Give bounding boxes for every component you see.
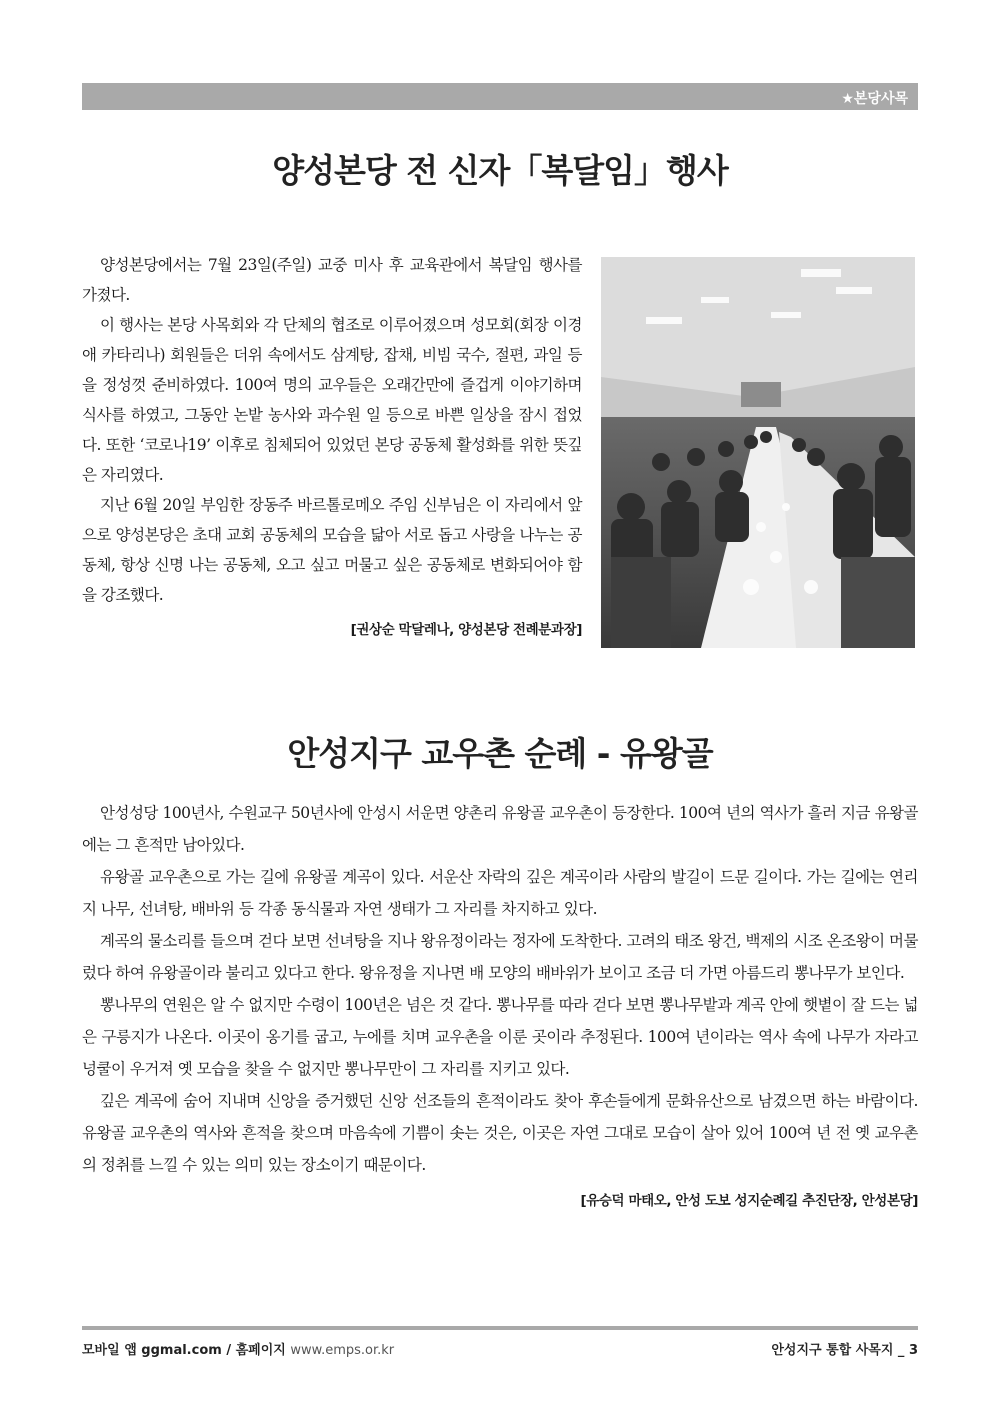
article1-paragraph: 이 행사는 본당 사목회와 각 단체의 협조로 이루어졌으며 성모회(회장 이경애 카타리나) 회원들은 더위 속에서도 삼계탕, 잡채, 비빔 국수, 절편, 과일 등을 정성껏 준비하였다. 100여 명의 교우들은 오래간만에 즐겁게 이야기하며 식사를 하였고, 그동안 논밭 농사와 과수원 일 등으로 바쁜 일상을 잠시 접었다. 또한 ‘코로나19’ 이후로 침체되어 있었던 본당 공동체 활성화를 위한 뜻깊은 자리였다. (82, 316, 582, 484)
article2-title: 안성지구 교우촌 순례 - 유왕골 (287, 734, 713, 773)
footer-links (82, 1339, 394, 1358)
homepage-link[interactable]: www.emps.or.kr (290, 1343, 395, 1358)
footer-divider (82, 1326, 918, 1330)
section-tag: ★본당사목 (841, 91, 908, 107)
article1-paragraph: 지난 6월 20일 부임한 장동주 바르톨로메오 주임 신부님은 이 자리에서 앞으로 양성본당은 초대 교회 공동체의 모습을 닮아 서로 돕고 사랑을 나누는 공동체, 항상 신명 나는 공동체, 오고 싶고 머물고 싶은 공동체로 변화되어야 함을 강조했다. (82, 496, 582, 604)
event-photo (601, 257, 915, 648)
article2-paragraph: 안성성당 100년사, 수원교구 50년사에 안성시 서운면 양촌리 유왕골 교우촌이 등장한다. 100여 년의 역사가 흘러 지금 유왕골에는 그 흔적만 남아있다. (82, 804, 918, 854)
article2-credit: [유승덕 마태오, 안성 도보 성지순례길 추진단장, 안성본당] (580, 1193, 918, 1209)
section-header-bar (82, 83, 918, 110)
article2-paragraph: 깊은 계곡에 숨어 지내며 신앙을 증거했던 신앙 선조들의 흔적이라도 찾아 후손들에게 문화유산으로 남겼으면 하는 바람이다. 유왕골 교우촌의 역사와 흔적을 찾으며 마음속에 기쁨이 솟는 것은, 이곳은 자연 그대로 모습이 살아 있어 100여 년 전 옛 교우촌의 정취를 느낄 수 있는 의미 있는 장소이기 때문이다. (82, 1092, 918, 1174)
article1-title: 양성본당 전 신자「복달임」행사 (272, 151, 728, 190)
article1-paragraph: 양성본당에서는 7월 23일(주일) 교중 미사 후 교육관에서 복달임 행사를 가졌다. (82, 256, 582, 304)
article1-body (82, 250, 582, 638)
footer-app-label: 모바일 앱 ggmal.com / 홈페이지 (82, 1343, 286, 1358)
article2-body (82, 797, 918, 1209)
page-number: 안성지구 통합 사목지 _ 3 (771, 1343, 918, 1358)
article2-paragraph: 계곡의 물소리를 들으며 걷다 보면 선녀탕을 지나 왕유정이라는 정자에 도착한다. 고려의 태조 왕건, 백제의 시조 온조왕이 머물렀다 하여 유왕골이라 불리고 있다고 한다. 왕유정을 지나면 배 모양의 배바위가 보이고 조금 더 가면 아름드리 뽕나무가 보인다. (82, 932, 918, 982)
article2-paragraph: 유왕골 교우촌으로 가는 길에 유왕골 계곡이 있다. 서운산 자락의 깊은 계곡이라 사람의 발길이 드문 길이다. 가는 길에는 연리지 나무, 선녀탕, 배바위 등 각종 동식물과 자연 생태가 그 자리를 차지하고 있다. (82, 868, 918, 918)
article1-credit: [권상순 막달레나, 양성본당 전례분과장] (350, 622, 582, 638)
article2-paragraph: 뽕나무의 연원은 알 수 없지만 수령이 100년은 넘은 것 같다. 뽕나무를 따라 걷다 보면 뽕나무밭과 계곡 안에 햇볕이 잘 드는 넓은 구릉지가 나온다. 이곳이 옹기를 굽고, 누에를 치며 교우촌을 이룬 곳이라 추정된다. 100여 년이라는 역사 속에 나무가 자라고 넝쿨이 우거져 옛 모습을 찾을 수 없지만 뽕나무만이 그 자리를 지키고 있다. (82, 996, 918, 1078)
